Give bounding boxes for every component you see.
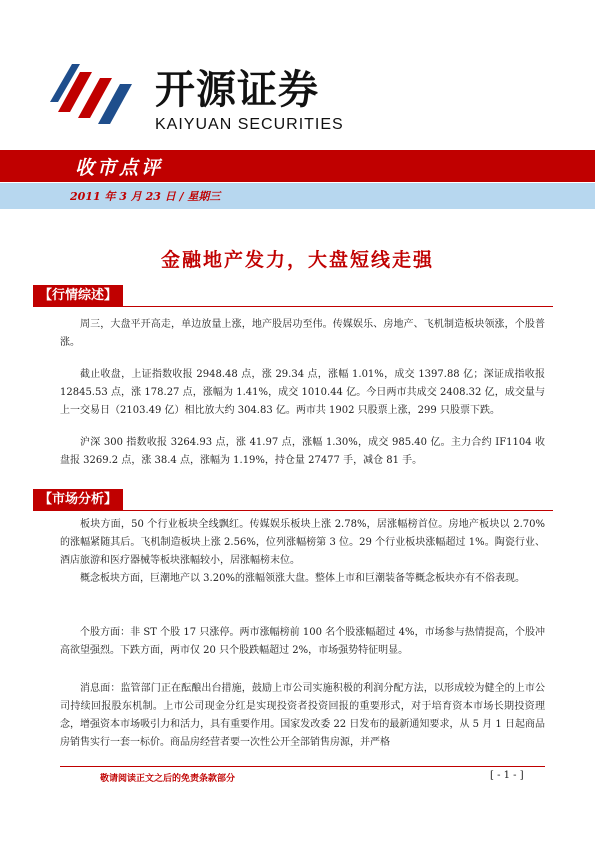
section-title-analysis: 【市场分析】 — [33, 489, 123, 511]
analysis-paragraph-2: 概念板块方面，巨潮地产以 3.20%的涨幅领涨大盘。整体上市和巨潮装备等概念板块亦有不俗表现。 — [80, 573, 525, 584]
company-logo — [50, 58, 360, 138]
report-type-label: 收市点评 — [75, 157, 164, 179]
brand-name-en: KAIYUAN SECURITIES — [155, 116, 344, 133]
page-title: 金融地产发力，大盘短线走强 — [160, 249, 434, 271]
page-number: [ - 1 - ] — [490, 770, 524, 781]
report-type-band — [0, 150, 595, 182]
section-header-overview — [33, 284, 553, 307]
brand-name-cn: 开源证券 — [155, 67, 319, 113]
overview-paragraph-3: 沪深 300 指数收报 3264.93 点，涨 41.97 点，涨幅 1.30%，成交 985.40 亿。主力合约 IF1104 收盘报 3269.2 点，涨 38.4 点，涨幅为 1.19%，持仓量 27477 手，减仓 81 手。 — [60, 437, 545, 466]
analysis-paragraph-4: 消息面：监管部门正在酝酿出台措施，鼓励上市公司实施积极的利润分配方法，以形成较为健全的上市公司持续回报股东机制。上市公司现金分红是实现投资者投资回报的重要形式，对于培育资本市场长期投资理念，增强资本市场吸引力和活力，具有重要作用。国家发改委 22 日发布的最新通知要求，从 5 月 1 日起商品房销售实行一套一标价。商品房经营者要一次性公开全部销售房源，并严格 — [60, 683, 545, 748]
overview-paragraph-2: 截止收盘，上证指数收报 2948.48 点，涨 29.34 点，涨幅 1.01%，成交 1397.88 亿；深证成指收报 12845.53 点，涨 178.27 点，涨幅为 1.41%，成交 1010.44 亿。今日两市共成交 2408.32 亿，成交量与上一交易日（2103.49 亿）相比放大约 304.83 亿。两市共 1902 只股票上涨，299 只股票下跌。 — [60, 369, 545, 416]
analysis-paragraph-3: 个股方面：非 ST 个股 17 只涨停。两市涨幅榜前 100 名个股涨幅超过 4%，市场参与热情提高，个股冲高欲望强烈。下跌方面，两市仅 20 只个股跌幅超过 2%，市场强势特征明显。 — [60, 627, 545, 656]
analysis-paragraph-1: 板块方面，50 个行业板块全线飘红。传媒娱乐板块上涨 2.78%，居涨幅榜首位。房地产板块以 2.70%的涨幅紧随其后。飞机制造板块上涨 2.56%，位列涨幅榜第 3 位。29 个行业板块涨幅超过 1%。陶瓷行业、酒店旅游和医疗器械等板块涨幅较小，居涨幅榜末位。 — [60, 519, 545, 566]
report-date: 2011 年 3 月 23 日 / 星期三 — [70, 190, 221, 203]
section-title-overview: 【行情综述】 — [33, 285, 123, 307]
date-band — [0, 183, 595, 209]
kaiyuan-logo-mark-icon — [50, 62, 142, 128]
section-header-analysis — [33, 488, 553, 511]
disclaimer-note: 敬请阅读正文之后的免责条款部分 — [100, 774, 236, 784]
overview-paragraph-1: 周三，大盘平开高走，单边放量上涨，地产股居功至伟。传媒娱乐、房地产、飞机制造板块领涨，个股普涨。 — [60, 319, 545, 348]
footer-divider — [60, 766, 545, 767]
